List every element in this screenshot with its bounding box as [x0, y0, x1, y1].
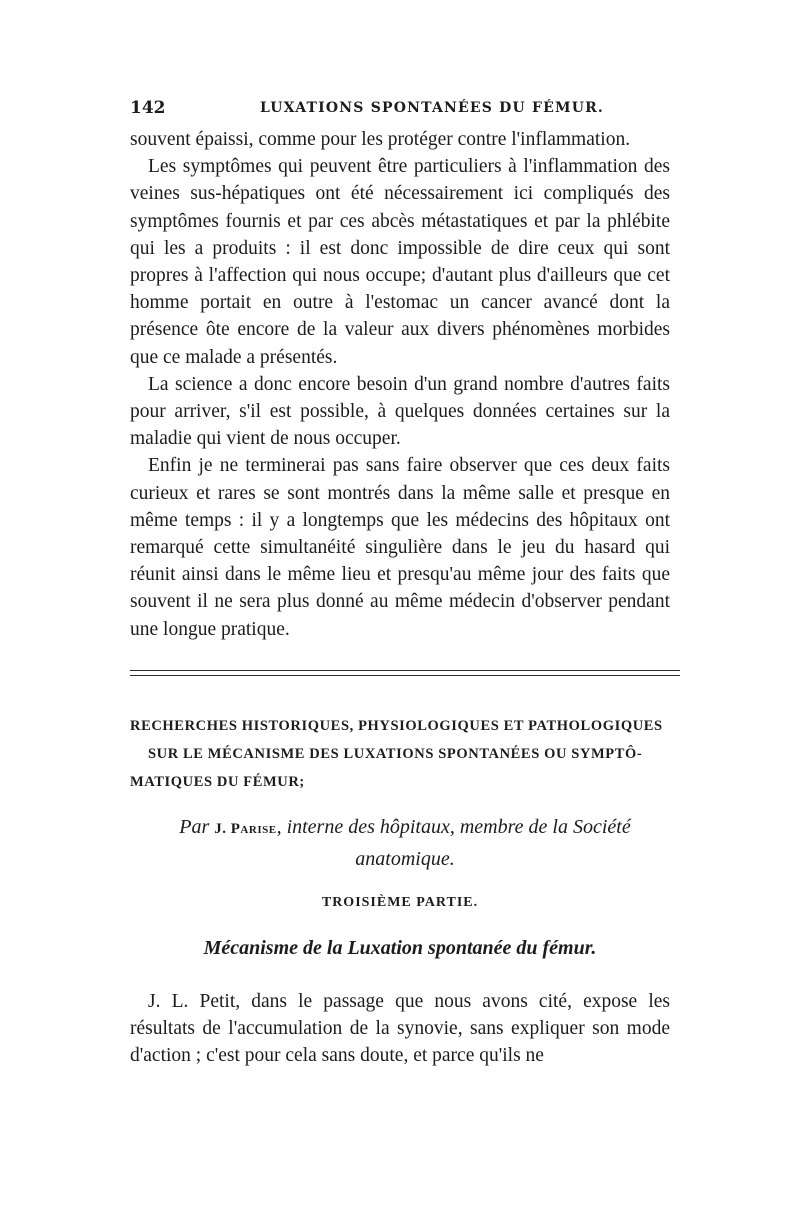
byline-prefix: Par: [179, 816, 210, 838]
page-number: 142: [130, 98, 166, 118]
running-title: LUXATIONS SPONTANÉES DU FÉMUR.: [260, 100, 605, 116]
article-title-line: SUR LE MÉCANISME DES LUXATIONS SPONTANÉES OU SYMPTÔ-: [148, 746, 643, 762]
article-title-line: MATIQUES DU FÉMUR;: [130, 774, 305, 790]
page-header: [130, 98, 670, 124]
divider-top: [130, 670, 680, 671]
body-text: [130, 126, 670, 643]
byline: [130, 812, 680, 874]
paragraph: souvent épaissi, comme pour les protéger contre l'inflammation.: [130, 129, 631, 150]
article-body: [130, 988, 670, 1070]
article-title-line: RECHERCHES HISTORIQUES, PHYSIOLOGIQUES ET PATHOLOGIQUES: [130, 718, 663, 734]
byline-suffix: , interne des hôpitaux, membre de la Société anatomique.: [276, 816, 631, 870]
author-name: J. Parise: [214, 821, 277, 837]
article-title: [130, 712, 670, 796]
divider-bottom: [130, 675, 680, 676]
paragraph: Les symptômes qui peuvent être particuliers à l'inflammation des veines sus-hépatiques ont été nécessairement ici compliqués des symptômes fournis et par ces abcès métastatiques et par la phlébite qui les a produits : il est donc impossible de dire ceux qui sont propres à l'affection qui nous occupe; d'autant plus d'ailleurs que cet homme portait en outre à l'estomac un cancer avancé dont la présence ôte encore de la valeur aux divers phénomènes morbides que ce malade a présentés.: [130, 156, 670, 368]
paragraph: J. L. Petit, dans le passage que nous avons cité, expose les résultats de l'accumulation de la synovie, sans expliquer son mode d'action ; c'est pour cela sans doute, et parce qu'ils ne: [130, 991, 670, 1067]
paragraph: Enfin je ne terminerai pas sans faire observer que ces deux faits curieux et rares se sont montrés dans la même salle et presque en même temps : il y a longtemps que les médecins des hôpitaux ont remarqué cette simultanéité singulière dans le jeu du hasard qui réunit ainsi dans le même lieu et presqu'au même jour des faits que souvent il ne sera plus donné au même médecin d'observer pendant une longue pratique.: [130, 455, 670, 640]
section-title: Mécanisme de la Luxation spontanée du fémur.: [203, 937, 597, 959]
paragraph: La science a donc encore besoin d'un grand nombre d'autres faits pour arriver, s'il est possible, à quelques données certaines sur la maladie qui vient de nous occuper.: [130, 373, 670, 450]
part-heading: TROISIÈME PARTIE.: [321, 895, 479, 910]
